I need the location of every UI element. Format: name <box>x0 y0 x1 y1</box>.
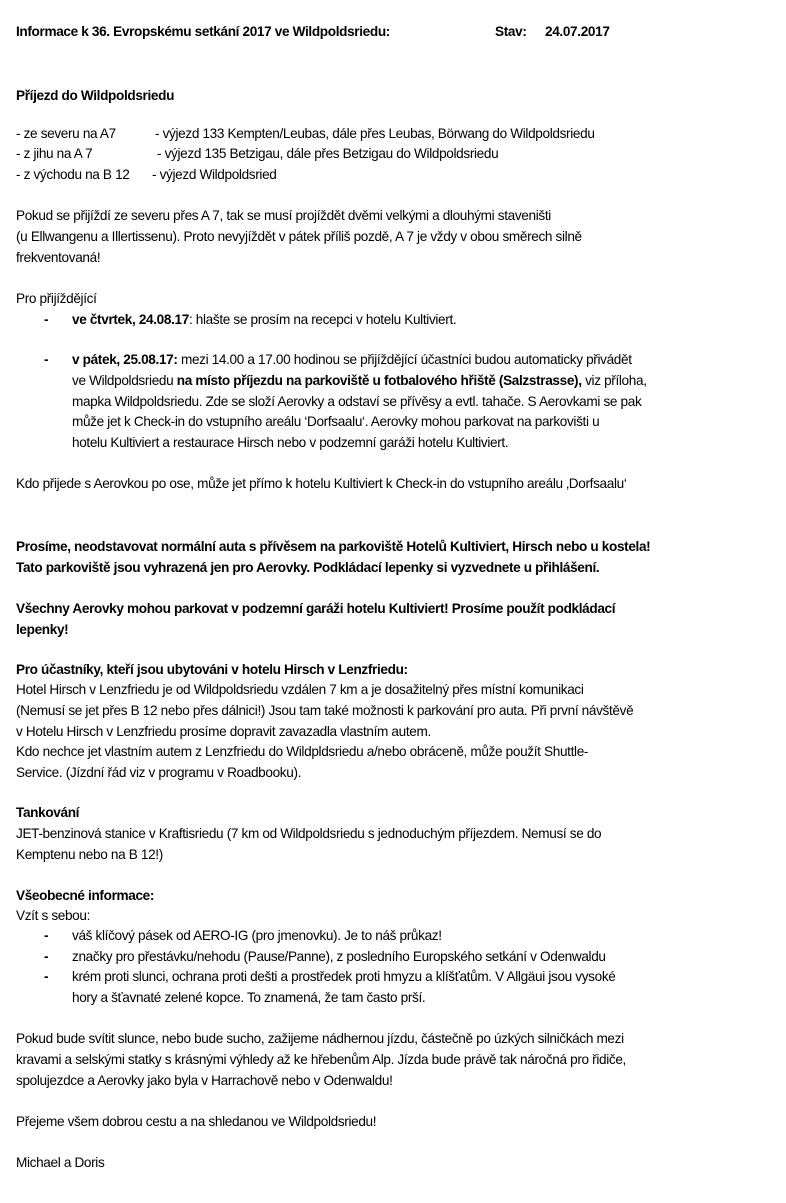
general-heading: Všeobecné informace: <box>16 888 155 903</box>
thursday-date: ve čtvrtek, 24.08.17 <box>72 312 189 327</box>
friday-text: mezi 14.00 a 17.00 hodinou se přijíždějící účastníci budou automaticky přivádět <box>177 352 632 367</box>
list-item: značky pro přestávku/nehodu (Pause/Panne), z posledního Europského setkání v Odenwaldu <box>72 949 606 964</box>
paragraph-line: v Hotelu Hirsch v Lenzfriedu prosíme dopravit zavazadla vlastním autem. <box>16 724 431 739</box>
paragraph-line: spolujezdce a Aerovky jako byla v Harrachově nebo v Odenwaldu! <box>16 1073 393 1088</box>
axle-note: Kdo přijede s Aerovkou po ose, může jet přímo k hotelu Kultiviert k Check-in do vstupního areálu ‚Dorfsaalu‘ <box>16 476 627 491</box>
list-bullet: - <box>44 949 49 964</box>
friday-text: viz příloha, <box>581 373 647 388</box>
list-item-friday-line: může jet k Check-in do vstupního areálu ‘Dorfsaalu‘. Aerovky mohou parkovat na parkovišti u <box>72 414 600 429</box>
paragraph-line: Hotel Hirsch v Lenzfriedu je od Wildpoldsriedu vzdálen 7 km a je dosažitelný přes místní komunikaci <box>16 682 584 697</box>
parking-notice-line: Prosíme, neodstavovat normální auta s přívěsem na parkoviště Hotelů Kultiviert, Hirsch nebo u kostela! <box>16 539 651 554</box>
list-item-friday-line: hotelu Kultiviert a restaurace Hirsch nebo v podzemní garáži hotelu Kultiviert. <box>72 435 509 450</box>
fuel-heading: Tankování <box>16 805 80 820</box>
route-from: - z východu na B 12 <box>16 167 130 182</box>
list-bullet: - <box>44 969 49 984</box>
paragraph-line: (u Ellwangenu a Illertissenu). Proto nevyjíždět v pátek příliš pozdě, A 7 je vždy v obou směrech silně <box>16 229 582 244</box>
signature: Michael a Doris <box>16 1155 105 1170</box>
paragraph-line: Service. (Jízdní řád viz v programu v Roadbooku). <box>16 765 302 780</box>
paragraph-line: Kemptenu nebo na B 12!) <box>16 847 163 862</box>
closing-wish: Přejeme všem dobrou cestu a na shledanou ve Wildpoldsriedu! <box>16 1114 377 1129</box>
paragraph-line: (Nemusí se jet přes B 12 nebo přes dálnici!) Jsou tam také možnosti k parkování pro auta. Při první návštěvě <box>16 703 634 718</box>
hirsch-heading: Pro účastníky, kteří jsou ubytováni v hotelu Hirsch v Lenzfriedu: <box>16 662 408 677</box>
paragraph-line: Pokud se přijíždí ze severu přes A 7, tak se musí projíždět dvěmi velkými a dlouhými staveništi <box>16 208 551 223</box>
parking-notice-line: Tato parkoviště jsou vyhrazená jen pro Aerovky. Podkládací lepenky si vyzvednete u přihlášení. <box>16 560 600 575</box>
list-item: váš klíčový pásek od AERO-IG (pro jmenovku). Je to náš průkaz! <box>72 928 442 943</box>
list-item-continued: hory a šťavnaté zelené kopce. To znamená, že tam často prší. <box>72 990 426 1005</box>
document-title: Informace k 36. Evropskému setkání 2017 ve Wildpoldsriedu: <box>16 24 390 39</box>
garage-notice-line: Všechny Aerovky mohou parkovat v podzemní garáži hotelu Kultiviert! Prosíme použít podkládací <box>16 601 616 616</box>
list-bullet: - <box>44 312 49 327</box>
route-from: - ze severu na A7 <box>16 126 116 141</box>
garage-notice-line: lepenky! <box>16 622 69 637</box>
paragraph-line: frekventovaná! <box>16 250 101 265</box>
arrival-heading: Příjezd do Wildpoldsriedu <box>16 88 175 103</box>
status-date: 24.07.2017 <box>545 24 610 39</box>
friday-meeting-point: na místo příjezdu na parkoviště u fotbalového hřiště (Salzstrasse), <box>176 373 582 388</box>
paragraph-line: JET-benzinová stanice v Kraftisriedu (7 km od Wildpoldsriedu s jednoduchým příjezdem. Nemusí se do <box>16 826 602 841</box>
friday-date: v pátek, 25.08.17: <box>72 352 178 367</box>
route-exit: - výjezd 135 Betzigau, dále přes Betzigau do Wildpoldsriedu <box>157 146 499 161</box>
status-label: Stav: <box>495 24 527 39</box>
paragraph-line: kravami a selskými statky s krásnými výhledy až ke hřebenům Alp. Jízda bude právě tak náročná pro řidiče, <box>16 1052 626 1067</box>
list-item-friday-line: mapka Wildpoldsriedu. Zde se složí Aerovky a odstaví se přívěsy a evtl. tahače. S Aerovkami se pak <box>72 394 642 409</box>
list-item-friday <box>72 350 632 370</box>
list-item-thursday <box>72 310 456 330</box>
list-item: krém proti slunci, ochrana proti dešti a prostředek proti hmyzu a klíšťatům. V Allgäui jsou vysoké <box>72 969 616 984</box>
friday-text: ve Wildpoldsriedu <box>72 373 177 388</box>
list-item-friday-line <box>72 371 647 391</box>
route-exit: - výjezd 133 Kempten/Leubas, dále přes Leubas, Börwang do Wildpoldsriedu <box>155 126 595 141</box>
list-bullet: - <box>44 352 49 367</box>
thursday-text: : hlašte se prosím na recepci v hotelu Kultiviert. <box>188 312 457 327</box>
general-intro: Vzít s sebou: <box>16 908 91 923</box>
route-from: - z jihu na A 7 <box>16 146 93 161</box>
route-exit: - výjezd Wildpoldsried <box>152 167 277 182</box>
paragraph-line: Kdo nechce jet vlastním autem z Lenzfriedu do Wildpldsriedu a/nebo obráceně, může použít Shuttle- <box>16 744 589 759</box>
arrivals-intro: Pro přijíždějící <box>16 291 97 306</box>
list-bullet: - <box>44 928 49 943</box>
paragraph-line: Pokud bude svítit slunce, nebo bude sucho, zažijeme nádhernou jízdu, částečně po úzkých silničkách mezi <box>16 1031 624 1046</box>
